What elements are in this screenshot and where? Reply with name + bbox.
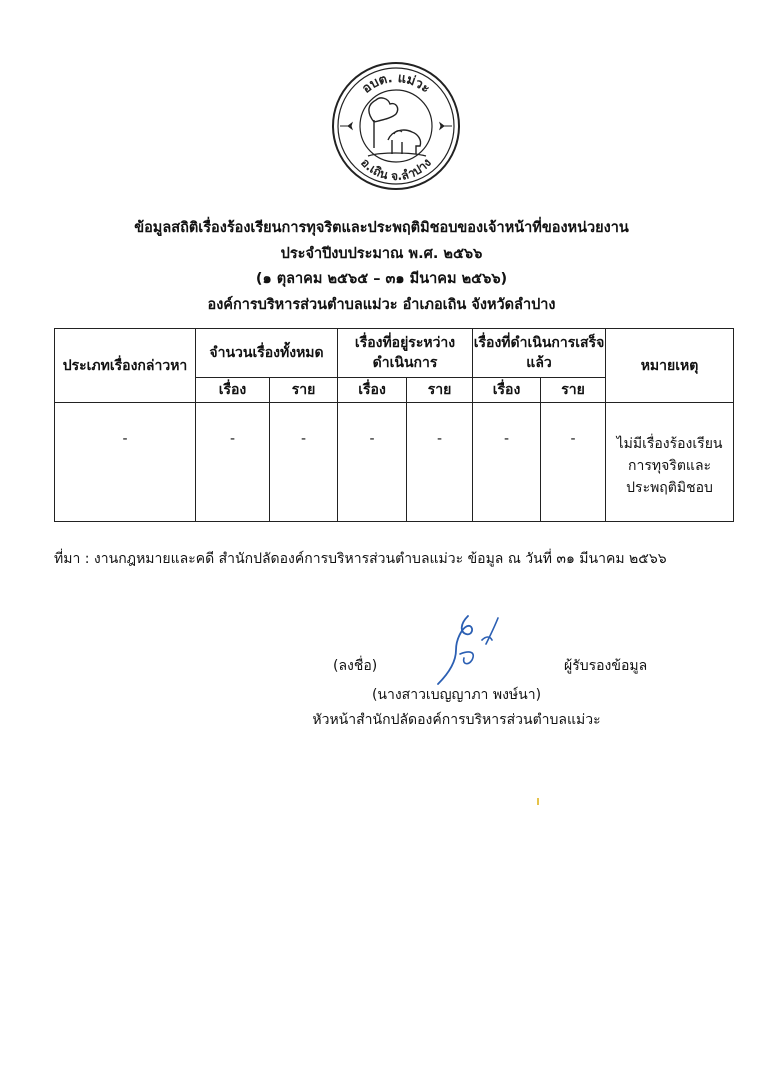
header-remark: หมายเหตุ — [606, 329, 734, 403]
title-line-2: ประจำปีงบประมาณ พ.ศ. ๒๕๖๖ — [280, 246, 483, 262]
remark-line-1: ไม่มีเรื่องร้องเรียน — [616, 436, 723, 452]
stray-mark — [537, 798, 539, 805]
header-total: จำนวนเรื่องทั้งหมด — [196, 329, 338, 378]
cell-total-items: - — [270, 403, 338, 522]
title-line-4: องค์การบริหารส่วนตำบลแม่วะ อำเภอเถิน จังหวัดลำปาง — [207, 297, 556, 313]
cell-progress-cases: - — [338, 403, 407, 522]
cell-progress-items: - — [407, 403, 473, 522]
subheader-done-cases: เรื่อง — [473, 378, 541, 403]
cell-category: - — [55, 403, 196, 522]
subheader-total-items: ราย — [270, 378, 338, 403]
certifier-label: ผู้รับรองข้อมูล — [564, 658, 648, 674]
remark-line-3: ประพฤติมิชอบ — [626, 480, 713, 496]
subheader-total-cases: เรื่อง — [196, 378, 270, 403]
cell-total-cases: - — [196, 403, 270, 522]
header-category: ประเภทเรื่องกล่าวหา — [55, 329, 196, 403]
seal-top-text: อบต. แม่วะ — [359, 70, 433, 97]
header-in-progress: เรื่องที่อยู่ระหว่างดำเนินการ — [338, 329, 473, 378]
title-line-1: ข้อมูลสถิติเรื่องร้องเรียนการทุจริตและประพฤติมิชอบของเจ้าหน้าที่ของหน่วยงาน — [134, 220, 629, 236]
remark-line-2: การทุจริตและ — [628, 458, 712, 474]
signer-position: หัวหน้าสำนักปลัดองค์การบริหารส่วนตำบลแม่วะ — [312, 712, 601, 728]
cell-done-items: - — [541, 403, 606, 522]
cell-done-cases: - — [473, 403, 541, 522]
svg-text:อ.เถิน จ.ลำปาง — [358, 156, 434, 184]
handwritten-signature — [430, 610, 520, 690]
complaint-stats-table — [54, 328, 734, 522]
title-line-3: (๑ ตุลาคม ๒๕๖๕ – ๓๑ มีนาคม ๒๕๖๖) — [255, 271, 508, 287]
sign-label: (ลงชื่อ) — [333, 658, 378, 674]
seal-bottom-text: อ.เถิน จ.ลำปาง — [358, 155, 434, 184]
subheader-done-items: ราย — [541, 378, 606, 403]
header-completed: เรื่องที่ดำเนินการเสร็จแล้ว — [473, 329, 606, 378]
svg-text:อบต. แม่วะ — [359, 71, 432, 97]
source-note: ที่มา : งานกฎหมายและคดี สำนักปลัดองค์การบริหารส่วนตำบลแม่วะ ข้อมูล ณ วันที่ ๓๑ มีนาคม ๒๕๖๖ — [54, 551, 667, 567]
subheader-progress-cases: เรื่อง — [338, 378, 407, 403]
cell-remark — [606, 403, 734, 522]
signer-name: (นางสาวเบญญาภา พงษ์นา) — [371, 687, 542, 703]
table-row — [55, 403, 734, 522]
organization-seal — [330, 60, 462, 192]
subheader-progress-items: ราย — [407, 378, 473, 403]
